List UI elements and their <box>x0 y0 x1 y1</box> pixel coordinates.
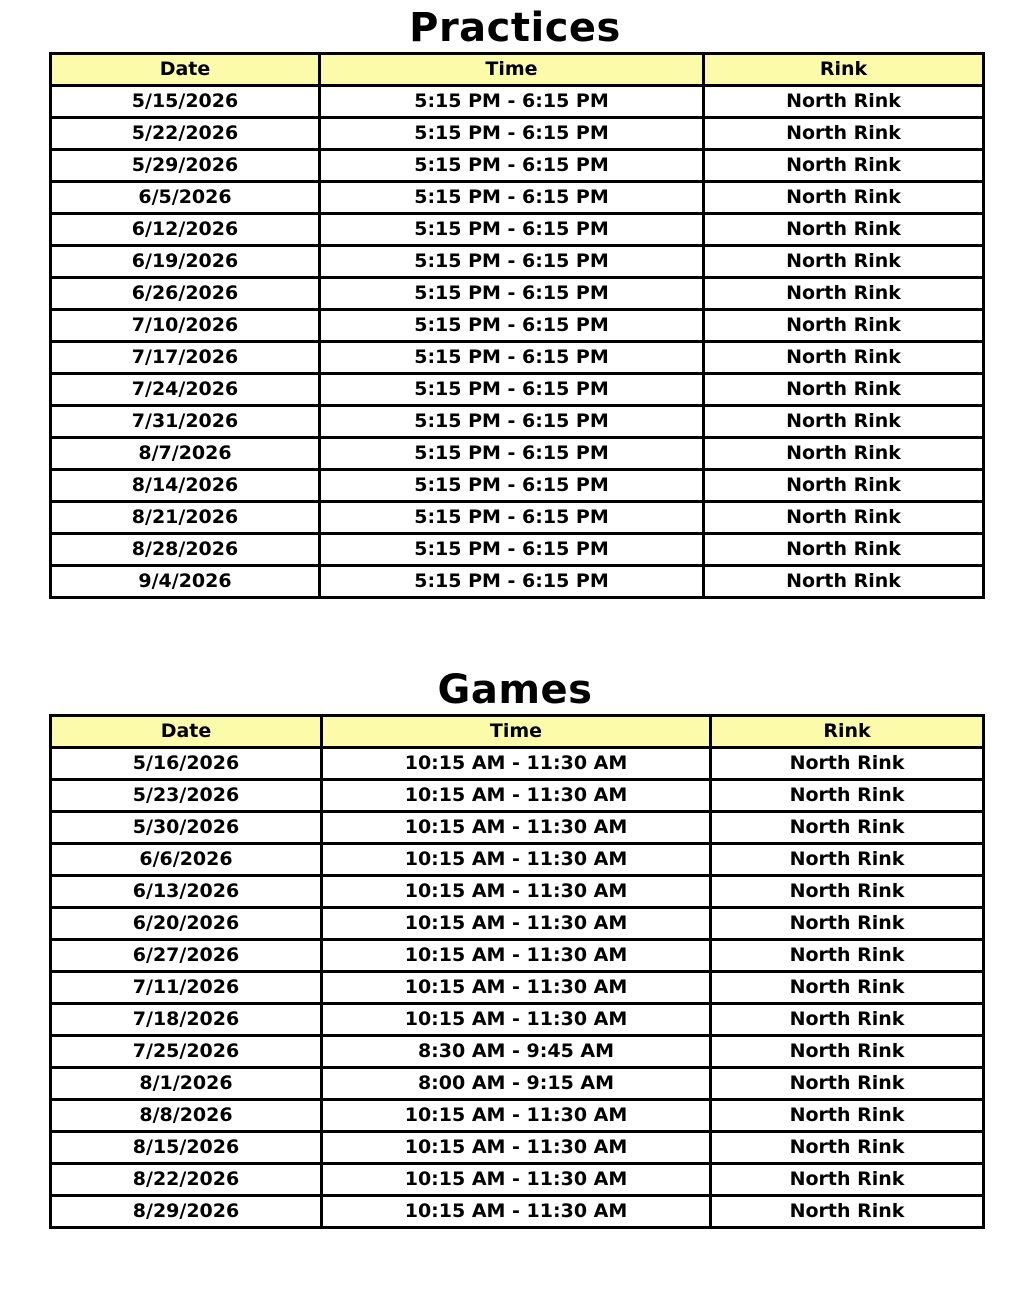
rink-cell: North Rink <box>704 502 984 534</box>
date-cell: 5/23/2026 <box>51 780 322 812</box>
date-cell: 6/27/2026 <box>51 940 322 972</box>
time-cell: 8:00 AM - 9:15 AM <box>322 1068 711 1100</box>
rink-cell: North Rink <box>704 278 984 310</box>
rink-cell: North Rink <box>711 908 984 940</box>
time-cell: 5:15 PM - 6:15 PM <box>320 150 704 182</box>
date-cell: 5/22/2026 <box>51 118 320 150</box>
date-cell: 5/29/2026 <box>51 150 320 182</box>
rink-cell: North Rink <box>704 86 984 118</box>
rink-cell: North Rink <box>711 940 984 972</box>
rink-cell: North Rink <box>711 1164 984 1196</box>
table-row <box>51 908 984 940</box>
rink-cell: North Rink <box>711 1100 984 1132</box>
rink-cell: North Rink <box>711 748 984 780</box>
rink-cell: North Rink <box>704 534 984 566</box>
table-row <box>51 534 984 566</box>
table-row <box>51 1036 984 1068</box>
rink-cell: North Rink <box>704 374 984 406</box>
rink-cell: North Rink <box>704 182 984 214</box>
time-cell: 5:15 PM - 6:15 PM <box>320 566 704 598</box>
table-row <box>51 214 984 246</box>
time-column-header: Time <box>322 716 711 748</box>
time-cell: 10:15 AM - 11:30 AM <box>322 1132 711 1164</box>
date-cell: 8/22/2026 <box>51 1164 322 1196</box>
date-column-header: Date <box>51 54 320 86</box>
rink-cell: North Rink <box>711 1196 984 1228</box>
time-cell: 10:15 AM - 11:30 AM <box>322 1100 711 1132</box>
rink-cell: North Rink <box>711 1132 984 1164</box>
table-row <box>51 876 984 908</box>
table-row <box>51 1132 984 1164</box>
table-row <box>51 310 984 342</box>
date-cell: 8/8/2026 <box>51 1100 322 1132</box>
rink-cell: North Rink <box>711 972 984 1004</box>
table-row <box>51 972 984 1004</box>
rink-cell: North Rink <box>711 1068 984 1100</box>
table-row <box>51 278 984 310</box>
time-cell: 10:15 AM - 11:30 AM <box>322 1164 711 1196</box>
time-cell: 10:15 AM - 11:30 AM <box>322 876 711 908</box>
date-cell: 7/10/2026 <box>51 310 320 342</box>
rink-cell: North Rink <box>704 342 984 374</box>
date-cell: 8/1/2026 <box>51 1068 322 1100</box>
time-cell: 5:15 PM - 6:15 PM <box>320 374 704 406</box>
table-row <box>51 1068 984 1100</box>
rink-cell: North Rink <box>704 150 984 182</box>
time-cell: 10:15 AM - 11:30 AM <box>322 1004 711 1036</box>
rink-cell: North Rink <box>704 470 984 502</box>
time-cell: 5:15 PM - 6:15 PM <box>320 310 704 342</box>
table-row <box>51 780 984 812</box>
time-cell: 5:15 PM - 6:15 PM <box>320 182 704 214</box>
date-cell: 6/6/2026 <box>51 844 322 876</box>
date-cell: 6/26/2026 <box>51 278 320 310</box>
table-row <box>51 246 984 278</box>
date-cell: 5/15/2026 <box>51 86 320 118</box>
table-row <box>51 748 984 780</box>
rink-cell: North Rink <box>704 214 984 246</box>
practices-title: Practices <box>409 5 621 51</box>
date-cell: 6/20/2026 <box>51 908 322 940</box>
time-column-header: Time <box>320 54 704 86</box>
time-cell: 5:15 PM - 6:15 PM <box>320 278 704 310</box>
time-cell: 10:15 AM - 11:30 AM <box>322 812 711 844</box>
table-row <box>51 1164 984 1196</box>
table-row <box>51 406 984 438</box>
time-cell: 10:15 AM - 11:30 AM <box>322 940 711 972</box>
date-cell: 6/19/2026 <box>51 246 320 278</box>
date-cell: 5/16/2026 <box>51 748 322 780</box>
rink-cell: North Rink <box>711 844 984 876</box>
rink-cell: North Rink <box>704 438 984 470</box>
table-row <box>51 374 984 406</box>
time-cell: 5:15 PM - 6:15 PM <box>320 502 704 534</box>
date-cell: 7/25/2026 <box>51 1036 322 1068</box>
time-cell: 8:30 AM - 9:45 AM <box>322 1036 711 1068</box>
date-cell: 7/17/2026 <box>51 342 320 374</box>
rink-cell: North Rink <box>711 812 984 844</box>
time-cell: 10:15 AM - 11:30 AM <box>322 780 711 812</box>
rink-cell: North Rink <box>711 1036 984 1068</box>
time-cell: 10:15 AM - 11:30 AM <box>322 908 711 940</box>
time-cell: 5:15 PM - 6:15 PM <box>320 342 704 374</box>
time-cell: 5:15 PM - 6:15 PM <box>320 406 704 438</box>
date-cell: 8/7/2026 <box>51 438 320 470</box>
date-cell: 7/31/2026 <box>51 406 320 438</box>
time-cell: 5:15 PM - 6:15 PM <box>320 470 704 502</box>
time-cell: 5:15 PM - 6:15 PM <box>320 438 704 470</box>
rink-cell: North Rink <box>704 246 984 278</box>
rink-cell: North Rink <box>704 566 984 598</box>
rink-column-header: Rink <box>711 716 984 748</box>
date-cell: 7/18/2026 <box>51 1004 322 1036</box>
table-row <box>51 470 984 502</box>
date-cell: 8/28/2026 <box>51 534 320 566</box>
date-cell: 5/30/2026 <box>51 812 322 844</box>
table-row <box>51 1100 984 1132</box>
rink-cell: North Rink <box>704 118 984 150</box>
games-table <box>49 714 985 1229</box>
table-row <box>51 940 984 972</box>
date-cell: 8/21/2026 <box>51 502 320 534</box>
table-row <box>51 182 984 214</box>
table-row <box>51 86 984 118</box>
table-row <box>51 118 984 150</box>
table-row <box>51 1004 984 1036</box>
date-cell: 6/5/2026 <box>51 182 320 214</box>
date-cell: 9/4/2026 <box>51 566 320 598</box>
table-header-row <box>51 54 984 86</box>
time-cell: 10:15 AM - 11:30 AM <box>322 972 711 1004</box>
time-cell: 10:15 AM - 11:30 AM <box>322 1196 711 1228</box>
rink-cell: North Rink <box>711 876 984 908</box>
date-cell: 6/13/2026 <box>51 876 322 908</box>
time-cell: 5:15 PM - 6:15 PM <box>320 118 704 150</box>
table-row <box>51 150 984 182</box>
time-cell: 5:15 PM - 6:15 PM <box>320 214 704 246</box>
rink-cell: North Rink <box>711 780 984 812</box>
rink-cell: North Rink <box>711 1004 984 1036</box>
date-cell: 7/24/2026 <box>51 374 320 406</box>
time-cell: 10:15 AM - 11:30 AM <box>322 844 711 876</box>
rink-cell: North Rink <box>704 406 984 438</box>
table-header-row <box>51 716 984 748</box>
date-cell: 6/12/2026 <box>51 214 320 246</box>
table-row <box>51 812 984 844</box>
table-row <box>51 1196 984 1228</box>
time-cell: 5:15 PM - 6:15 PM <box>320 534 704 566</box>
time-cell: 10:15 AM - 11:30 AM <box>322 748 711 780</box>
games-title: Games <box>437 667 593 713</box>
date-cell: 8/15/2026 <box>51 1132 322 1164</box>
practices-table <box>49 52 985 599</box>
time-cell: 5:15 PM - 6:15 PM <box>320 86 704 118</box>
date-cell: 7/11/2026 <box>51 972 322 1004</box>
table-row <box>51 438 984 470</box>
date-cell: 8/14/2026 <box>51 470 320 502</box>
rink-cell: North Rink <box>704 310 984 342</box>
date-column-header: Date <box>51 716 322 748</box>
table-row <box>51 502 984 534</box>
time-cell: 5:15 PM - 6:15 PM <box>320 246 704 278</box>
table-row <box>51 566 984 598</box>
table-row <box>51 844 984 876</box>
table-row <box>51 342 984 374</box>
date-cell: 8/29/2026 <box>51 1196 322 1228</box>
rink-column-header: Rink <box>704 54 984 86</box>
